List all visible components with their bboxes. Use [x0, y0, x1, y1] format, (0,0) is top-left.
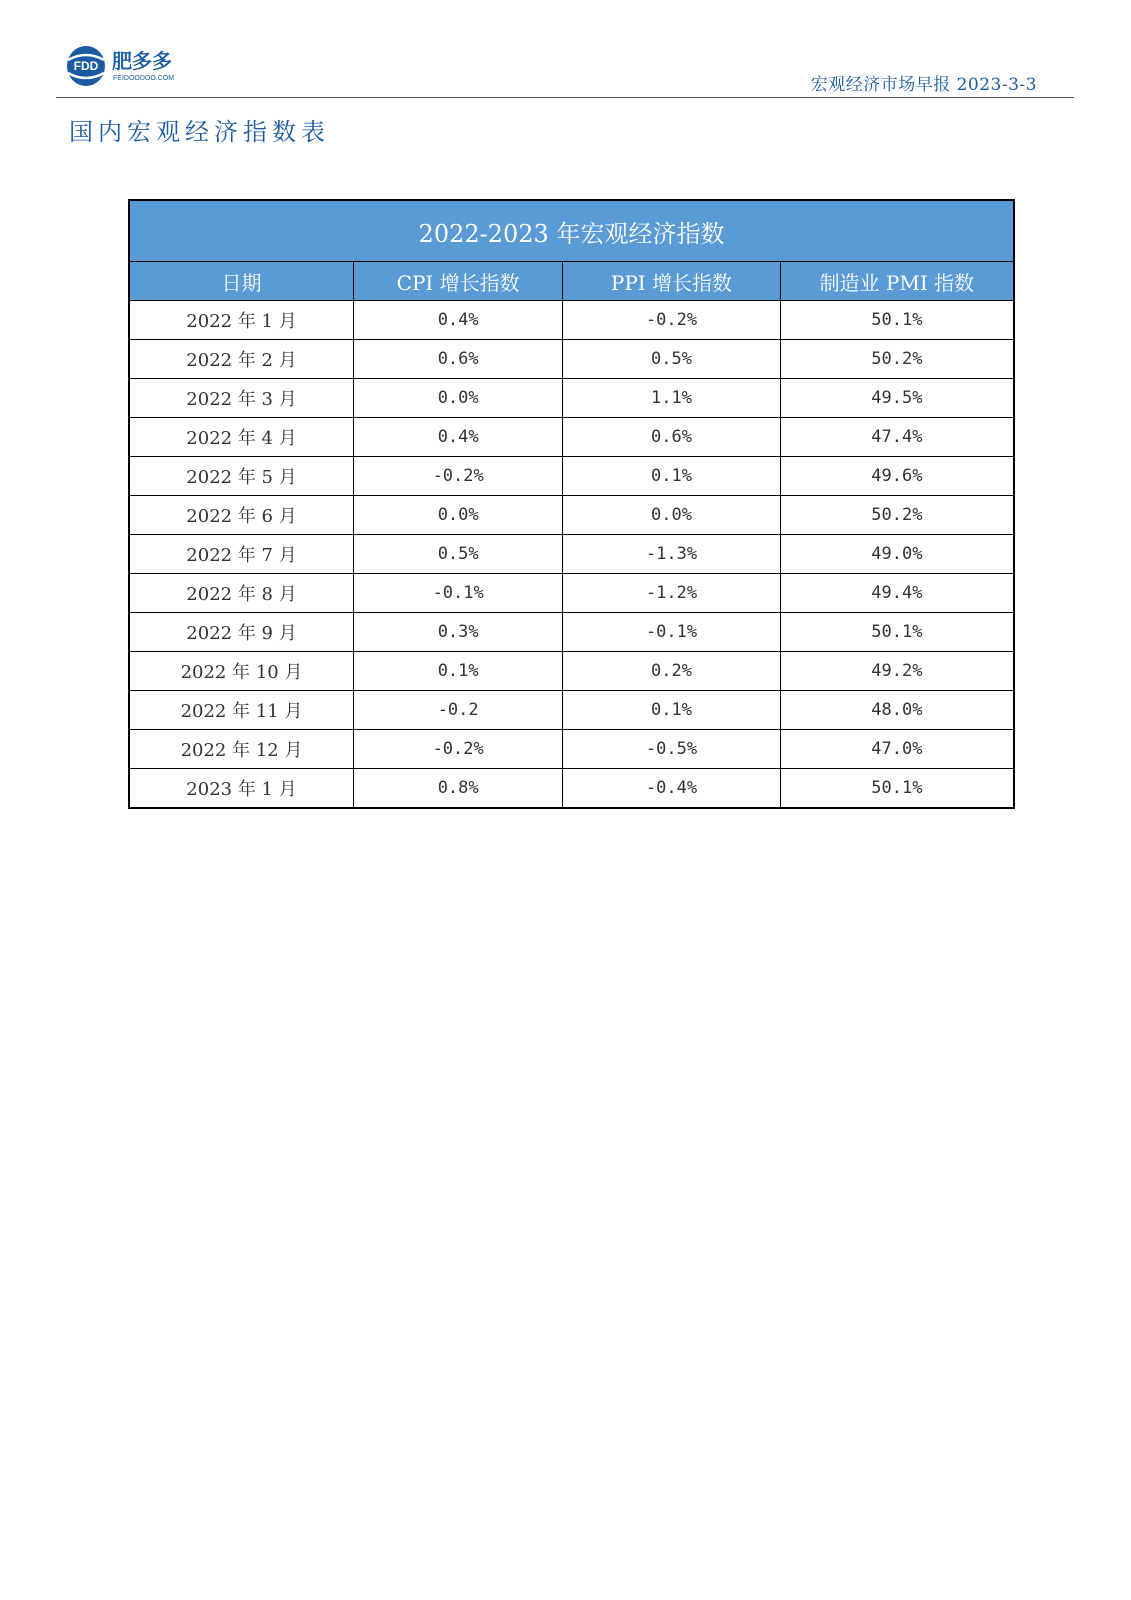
table-row	[129, 418, 1014, 457]
pmi-cell: 50.2%	[780, 340, 1014, 379]
table-row	[129, 496, 1014, 535]
pmi-cell: 50.1%	[780, 769, 1014, 809]
ppi-cell: 0.1%	[563, 457, 780, 496]
pmi-cell: 47.0%	[780, 730, 1014, 769]
date-cell: 2022 年 6 月	[129, 496, 354, 535]
ppi-cell: -1.3%	[563, 535, 780, 574]
table-row	[129, 730, 1014, 769]
header-divider	[56, 97, 1074, 98]
ppi-cell: 0.0%	[563, 496, 780, 535]
cpi-cell: -0.1%	[354, 574, 563, 613]
logo-badge-text: FDD	[73, 59, 99, 73]
ppi-cell: 1.1%	[563, 379, 780, 418]
date-cell: 2022 年 2 月	[129, 340, 354, 379]
table-row	[129, 340, 1014, 379]
ppi-cell: -0.1%	[563, 613, 780, 652]
cpi-cell: 0.0%	[354, 379, 563, 418]
table-row	[129, 379, 1014, 418]
pmi-cell: 50.1%	[780, 301, 1014, 340]
macro-index-table	[128, 199, 1015, 809]
column-header-date: 日期	[129, 262, 354, 301]
cpi-cell: 0.3%	[354, 613, 563, 652]
date-cell: 2022 年 8 月	[129, 574, 354, 613]
date-cell: 2022 年 9 月	[129, 613, 354, 652]
date-cell: 2022 年 12 月	[129, 730, 354, 769]
date-cell: 2023 年 1 月	[129, 769, 354, 809]
date-cell: 2022 年 1 月	[129, 301, 354, 340]
table-row	[129, 652, 1014, 691]
ppi-cell: -0.4%	[563, 769, 780, 809]
pmi-cell: 49.0%	[780, 535, 1014, 574]
cpi-cell: -0.2	[354, 691, 563, 730]
cpi-cell: 0.5%	[354, 535, 563, 574]
pmi-cell: 48.0%	[780, 691, 1014, 730]
pmi-cell: 49.6%	[780, 457, 1014, 496]
logo-brand-name: 肥多多	[112, 49, 172, 73]
date-cell: 2022 年 7 月	[129, 535, 354, 574]
ppi-cell: 0.1%	[563, 691, 780, 730]
cpi-cell: 0.4%	[354, 301, 563, 340]
table-row	[129, 613, 1014, 652]
table-row	[129, 574, 1014, 613]
cpi-cell: 0.8%	[354, 769, 563, 809]
pmi-cell: 49.2%	[780, 652, 1014, 691]
section-title: 国内宏观经济指数表	[69, 118, 330, 146]
cpi-cell: 0.6%	[354, 340, 563, 379]
cpi-cell: 0.1%	[354, 652, 563, 691]
ppi-cell: -0.2%	[563, 301, 780, 340]
ppi-cell: 0.6%	[563, 418, 780, 457]
date-cell: 2022 年 3 月	[129, 379, 354, 418]
column-header-pmi: 制造业 PMI 指数	[780, 262, 1014, 301]
pmi-cell: 49.5%	[780, 379, 1014, 418]
ppi-cell: -1.2%	[563, 574, 780, 613]
date-cell: 2022 年 4 月	[129, 418, 354, 457]
table-row	[129, 769, 1014, 809]
table-row	[129, 457, 1014, 496]
date-cell: 2022 年 10 月	[129, 652, 354, 691]
cpi-cell: -0.2%	[354, 457, 563, 496]
date-cell: 2022 年 5 月	[129, 457, 354, 496]
table-row	[129, 301, 1014, 340]
table-body	[129, 301, 1014, 809]
pmi-cell: 50.1%	[780, 613, 1014, 652]
pmi-cell: 50.2%	[780, 496, 1014, 535]
date-cell: 2022 年 11 月	[129, 691, 354, 730]
table-caption: 2022-2023 年宏观经济指数	[129, 200, 1014, 262]
pmi-cell: 47.4%	[780, 418, 1014, 457]
ppi-cell: -0.5%	[563, 730, 780, 769]
cpi-cell: 0.4%	[354, 418, 563, 457]
table-row	[129, 535, 1014, 574]
fdd-logo-icon	[66, 42, 206, 90]
cpi-cell: 0.0%	[354, 496, 563, 535]
column-header-ppi: PPI 增长指数	[563, 262, 780, 301]
column-header-cpi: CPI 增长指数	[354, 262, 563, 301]
table-row	[129, 691, 1014, 730]
cpi-cell: -0.2%	[354, 730, 563, 769]
logo-brand-url: FEIDOODOO.COM	[113, 75, 175, 82]
brand-logo	[66, 42, 206, 90]
ppi-cell: 0.2%	[563, 652, 780, 691]
pmi-cell: 49.4%	[780, 574, 1014, 613]
ppi-cell: 0.5%	[563, 340, 780, 379]
report-title: 宏观经济市场早报 2023-3-3	[810, 75, 1037, 95]
